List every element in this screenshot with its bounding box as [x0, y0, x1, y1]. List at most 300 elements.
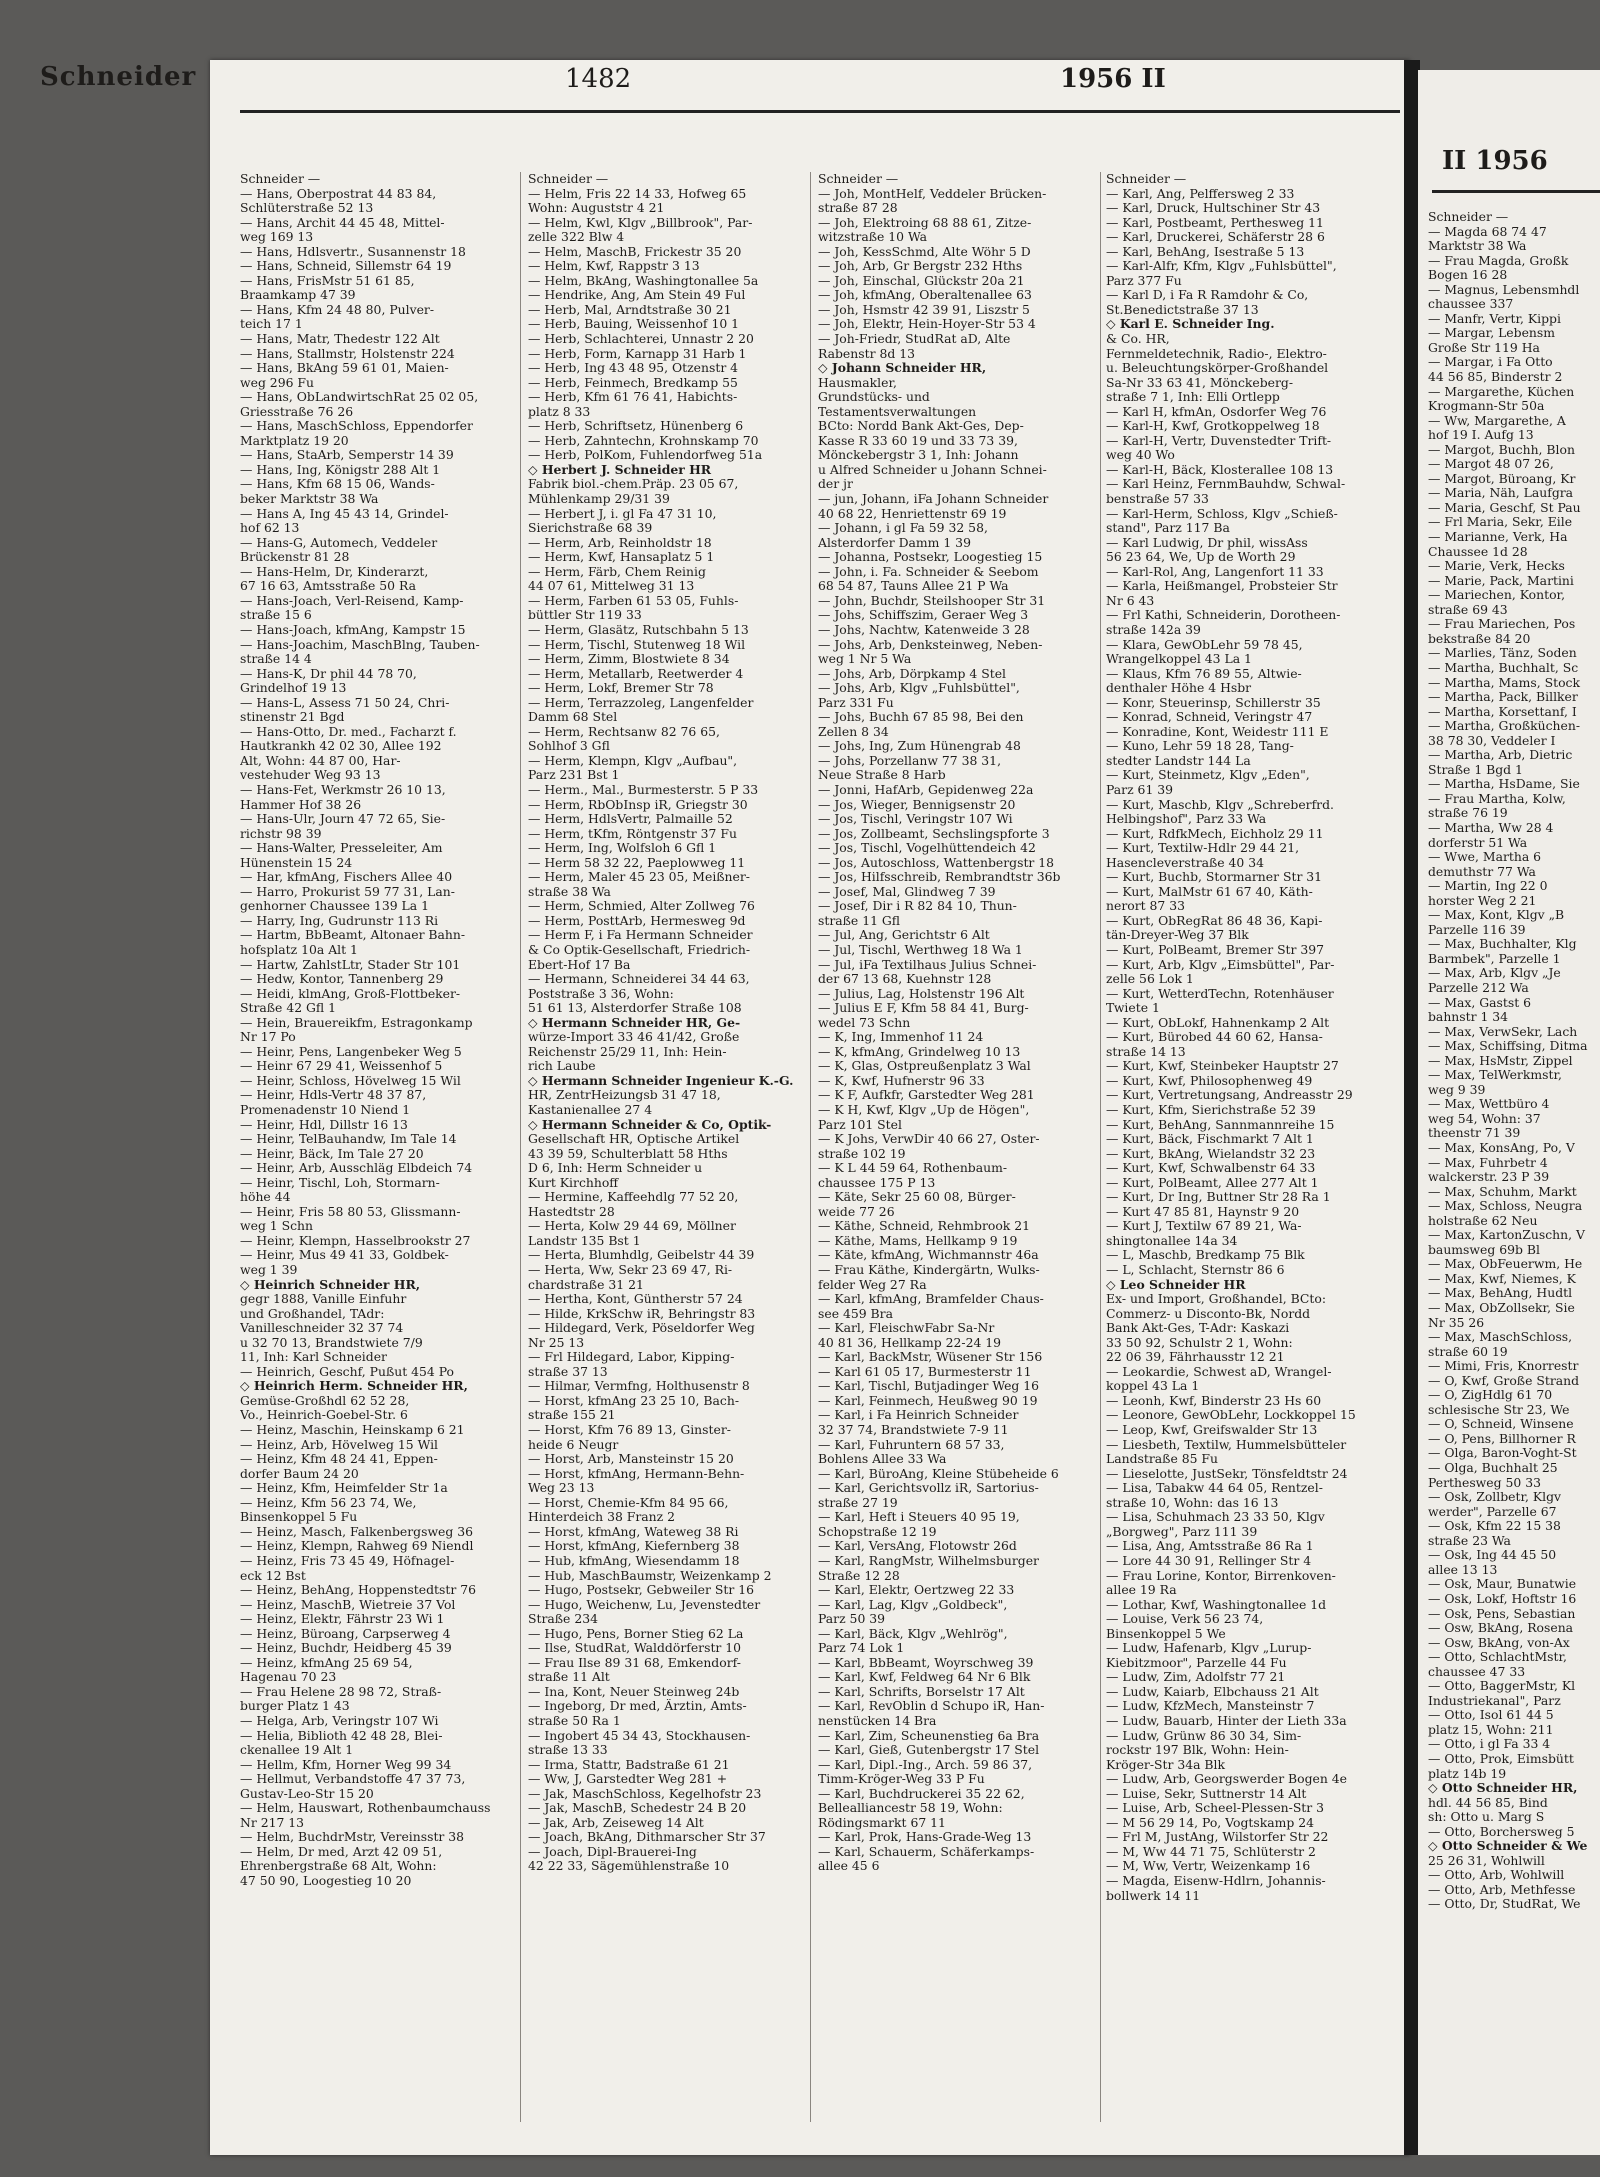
directory-entry-line: 42 22 33, Sägemühlenstraße 10: [528, 1859, 730, 1874]
directory-entry-line: — Herm, Maler 45 23 05, Meißner-: [528, 870, 750, 885]
directory-entry-line: straße 14 4: [240, 652, 312, 667]
directory-entry-line: — Johs, Nachtw, Katenweide 3 28: [818, 622, 1030, 637]
directory-entry-line: — Jos, Autoschloss, Wattenbergstr 18: [818, 855, 1055, 870]
running-head-name: Schneider: [40, 62, 197, 92]
directory-entry-line: — Max, Schuhm, Markt: [1428, 1184, 1577, 1199]
directory-entry-line: — John, Buchdr, Steilshooper Str 31: [818, 593, 1046, 608]
directory-entry-line: shingtonallee 14a 34: [1106, 1233, 1238, 1248]
directory-entry-line: — Hans, StaArb, Semperstr 14 39: [240, 448, 454, 463]
directory-entry-line: straße 87 28: [818, 201, 898, 216]
directory-entry-line: — Kurt, Bäck, Fischmarkt 7 Alt 1: [1106, 1132, 1314, 1147]
directory-entry-line: Hautkrankh 42 02 30, Allee 192: [240, 739, 442, 754]
directory-entry-line: — Hans, Oberpostrat 44 83 84,: [240, 186, 437, 201]
directory-entry-line: ◇ Karl E. Schneider Ing.: [1106, 317, 1275, 332]
directory-entry-line: Nr 6 43: [1106, 593, 1155, 608]
directory-entry-line: teich 17 1: [240, 317, 303, 332]
directory-entry-line: — Herbert J, i. gl Fa 47 31 10,: [528, 506, 717, 521]
directory-entry-line: — Hans, Archit 44 45 48, Mittel-: [240, 215, 445, 230]
directory-entry-line: Hammer Hof 38 26: [240, 797, 362, 812]
directory-entry-line: — Herm, tKfm, Röntgenstr 37 Fu: [528, 826, 737, 841]
directory-entry-line: — Leop, Kwf, Greifswalder Str 13: [1106, 1423, 1318, 1438]
directory-entry-line: — Karl, Heft i Steuers 40 95 19,: [818, 1510, 1020, 1525]
directory-entry-line: — Herb, Schriftsetz, Hünenberg 6: [528, 419, 744, 434]
directory-entry-line: — Kurt, Arb, Klgv „Eimsbüttel", Par-: [1106, 957, 1335, 972]
directory-entry-line: — Max, TelWerkmstr,: [1428, 1068, 1562, 1083]
directory-entry-line: ◇ Hermann Schneider HR, Ge-: [528, 1015, 741, 1030]
entry-column-2: [528, 172, 808, 2132]
directory-entry-line: — Herb, Form, Karnapp 31 Harb 1: [528, 346, 747, 361]
directory-entry-line: Schneider —: [1428, 210, 1509, 224]
directory-entry-line: Straße 1 Bgd 1: [1428, 762, 1523, 777]
directory-entry-line: — Heinr, Mus 49 41 33, Goldbek-: [240, 1248, 449, 1263]
directory-entry-line: — Marianne, Verk, Ha: [1428, 530, 1568, 545]
directory-entry-line: — Martha, Großküchen-: [1428, 719, 1581, 734]
directory-entry-line: Kastanienallee 27 4: [528, 1103, 653, 1117]
directory-entry-line: — Joh, kfmAng, Oberaltenallee 63: [818, 288, 1032, 303]
directory-entry-line: — Hans-Joach, Verl-Reisend, Kamp-: [240, 593, 464, 608]
directory-entry-line: ckenallee 19 Alt 1: [240, 1743, 354, 1758]
directory-entry-line: — K, Glas, Ostpreußenplatz 3 Wal: [818, 1059, 1031, 1074]
directory-entry-line: — Hans, Kfm 68 15 06, Wands-: [240, 477, 435, 492]
directory-entry-line: — Ludw, Kaiarb, Elbchauss 21 Alt: [1106, 1684, 1319, 1699]
directory-entry-line: — K Johs, VerwDir 40 66 27, Oster-: [818, 1132, 1040, 1147]
directory-entry-line: — Max, Wettbüro 4: [1428, 1097, 1550, 1112]
directory-entry-line: — Karl, FleischwFabr Sa-Nr: [818, 1321, 995, 1336]
directory-entry-line: Sohlhof 3 Gfl: [528, 739, 610, 754]
directory-entry-line: — Hartw, ZahlstLtr, Stader Str 101: [240, 957, 461, 972]
directory-entry-line: und Großhandel, TAdr:: [240, 1306, 385, 1321]
directory-entry-line: Vo., Heinrich-Goebel-Str. 6: [240, 1408, 408, 1423]
directory-entry-line: — Ludw, Bauarb, Hinter der Lieth 33a: [1106, 1713, 1347, 1728]
directory-entry-line: — Martha, Korsettanf, I: [1428, 704, 1577, 719]
directory-entry-line: 11, Inh: Karl Schneider: [240, 1350, 387, 1365]
directory-entry-line: — Martha, HsDame, Sie: [1428, 777, 1580, 792]
directory-entry-line: — Karla, Heißmangel, Probsteier Str: [1106, 579, 1338, 594]
directory-entry-line: — Jak, MaschB, Schedestr 24 B 20: [528, 1801, 747, 1816]
directory-entry-line: — Horst, Chemie-Kfm 84 95 66,: [528, 1495, 729, 1510]
directory-entry-line: — Ingobert 45 34 43, Stockhausen-: [528, 1728, 751, 1743]
directory-entry-line: — Karl, i Fa Heinrich Schneider: [818, 1408, 1019, 1423]
directory-entry-line: Perthesweg 50 33: [1428, 1475, 1541, 1490]
directory-entry-line: — Herm F, i Fa Hermann Schneider: [528, 928, 753, 943]
directory-entry-line: Binsenkoppel 5 Fu: [240, 1510, 358, 1525]
directory-entry-line: — Heinz, Fris 73 45 49, Höfnagel-: [240, 1553, 455, 1568]
directory-entry-line: platz 15, Wohn: 211: [1428, 1722, 1554, 1737]
directory-entry-line: bekstraße 84 20: [1428, 631, 1531, 646]
directory-entry-line: witzstraße 10 Wa: [818, 230, 928, 245]
directory-entry-line: Straße 234: [528, 1612, 598, 1627]
directory-entry-line: — Hans-Helm, Dr, Kinderarzt,: [240, 564, 429, 579]
directory-entry-line: — Karl, Schauerm, Schäferkamps-: [818, 1844, 1035, 1859]
directory-entry-line: straße 76 19: [1428, 806, 1508, 821]
directory-entry-line: — Karl-H, Kwf, Grotkoppelweg 18: [1106, 419, 1320, 434]
directory-entry-line: Hasencleverstraße 40 34: [1106, 855, 1265, 870]
directory-entry-line: HR, ZentrHeizungsb 31 47 18,: [528, 1088, 721, 1103]
directory-entry-line: straße 11 Gfl: [818, 913, 901, 928]
directory-entry-line: schlesische Str 23, We: [1428, 1402, 1570, 1417]
directory-entry-line: vestehuder Weg 93 13: [240, 768, 381, 783]
directory-entry-line: Hastedtstr 28: [528, 1204, 615, 1219]
directory-entry-line: — Herm, HdlsVertr, Palmaille 52: [528, 812, 733, 827]
directory-entry-line: — Karl, Lag, Klgv „Goldbeck",: [818, 1597, 1008, 1612]
directory-entry-line: allee 13 13: [1428, 1562, 1498, 1577]
directory-entry-line: — Joh, Hsmstr 42 39 91, Liszstr 5: [818, 302, 1030, 317]
directory-entry-line: — Otto, SchlachtMstr,: [1428, 1650, 1567, 1665]
directory-entry-line: weide 77 26: [818, 1204, 895, 1219]
directory-entry-line: Kurt Kirchhoff: [528, 1175, 619, 1190]
directory-entry-line: 33 50 92, Schulstr 2 1, Wohn:: [1106, 1335, 1293, 1350]
directory-entry-line: — Hans, Ing, Königstr 288 Alt 1: [240, 462, 441, 477]
directory-entry-line: Ehrenbergstraße 68 Alt, Wohn:: [240, 1859, 437, 1874]
directory-entry-line: demuthstr 77 Wa: [1428, 864, 1536, 879]
directory-entry-line: Helbingshof", Parz 33 Wa: [1106, 812, 1267, 827]
directory-entry-line: Weg 23 13: [528, 1481, 595, 1496]
directory-entry-line: — Lieselotte, JustSekr, Tönsfeldtstr 24: [1106, 1466, 1348, 1481]
directory-entry-line: Ebert-Hof 17 Ba: [528, 957, 631, 972]
directory-entry-line: — Ludw, Hafenarb, Klgv „Lurup-: [1106, 1641, 1312, 1656]
directory-entry-line: ◇ Hermann Schneider Ingenieur K.-G.: [528, 1073, 794, 1088]
directory-entry-line: — Max, MaschSchloss,: [1428, 1330, 1573, 1345]
directory-entry-line: — Otto, Arb, Methfesse: [1428, 1882, 1576, 1897]
directory-entry-line: hof 19 I. Aufg 13: [1428, 428, 1534, 443]
directory-entry-line: zelle 56 Lok 1: [1106, 972, 1194, 987]
directory-entry-line: — Herm., Mal., Burmesterstr. 5 P 33: [528, 782, 759, 797]
directory-entry-line: Gemüse-Großhdl 62 52 28,: [240, 1393, 410, 1408]
directory-entry-line: — Joh, KessSchmd, Alte Wöhr 5 D: [818, 244, 1031, 259]
directory-entry-line: — Herm, RbObInsp iR, Griegstr 30: [528, 797, 748, 812]
directory-entry-line: — Hendrike, Ang, Am Stein 49 Ful: [528, 288, 746, 303]
directory-entry-line: Testamentsverwaltungen: [818, 404, 977, 419]
directory-entry-line: chaussee 337: [1428, 297, 1514, 312]
directory-entry-line: — Harro, Prokurist 59 77 31, Lan-: [240, 884, 455, 899]
directory-entry-line: Schneider —: [240, 172, 321, 186]
directory-entry-line: — Johann, i gl Fa 59 32 58,: [818, 521, 988, 536]
directory-entry-line: — Kurt, Kfm, Sierichstraße 52 39: [1106, 1103, 1316, 1117]
directory-entry-line: sh: Otto u. Marg S: [1428, 1810, 1545, 1825]
directory-entry-line: — Ludw, KfzMech, Mansteinstr 7: [1106, 1699, 1315, 1714]
directory-entry-line: — Herm, Metallarb, Reetwerder 4: [528, 666, 744, 681]
directory-entry-line: Neue Straße 8 Harb: [818, 768, 946, 783]
directory-entry-line: — Karl, Feinmech, Heußweg 90 19: [818, 1393, 1038, 1408]
directory-entry-line: — Hans-Otto, Dr. med., Facharzt f.: [240, 724, 457, 739]
directory-entry-line: — Marie, Verk, Hecks: [1428, 559, 1565, 574]
directory-entry-line: Nr 217 13: [240, 1815, 305, 1830]
directory-entry-line: — Kurt, MalMstr 61 67 40, Käth-: [1106, 884, 1313, 899]
directory-entry-line: Alsterdorfer Damm 1 39: [818, 535, 971, 550]
directory-entry-line: — Frl Hildegard, Labor, Kipping-: [528, 1350, 735, 1365]
directory-entry-line: ◇ Johann Schneider HR,: [818, 361, 987, 376]
directory-entry-line: — Hans, Hdlsvertr., Susannenstr 18: [240, 244, 466, 259]
directory-entry-line: platz 8 33: [528, 404, 591, 419]
directory-entry-line: — Konradine, Kont, Weidestr 111 E: [1106, 724, 1329, 739]
directory-entry-line: Bogen 16 28: [1428, 268, 1508, 283]
directory-entry-line: — Herm, Kwf, Hansaplatz 5 1: [528, 550, 715, 565]
directory-entry-line: Damm 68 Stel: [528, 710, 618, 725]
directory-entry-line: — Olga, Baron-Voght-St: [1428, 1446, 1577, 1461]
directory-entry-line: — Kurt, WetterdTechn, Rotenhäuser: [1106, 986, 1334, 1001]
directory-entry-line: burger Platz 1 43: [240, 1699, 350, 1714]
directory-entry-line: ◇ Herbert J. Schneider HR: [528, 462, 712, 477]
directory-entry-line: — O, Pens, Billhorner R: [1428, 1431, 1576, 1446]
directory-entry-line: — Herta, Blumhdlg, Geibelstr 44 39: [528, 1248, 755, 1263]
directory-entry-line: — O, Kwf, Große Strand: [1428, 1373, 1580, 1388]
directory-entry-line: — Maria, Geschf, St Pau: [1428, 500, 1581, 515]
directory-entry-line: — Louise, Verk 56 23 74,: [1106, 1612, 1264, 1627]
directory-entry-line: — Johanna, Postsekr, Loogestieg 15: [818, 550, 1043, 565]
directory-entry-line: — Heinz, Kfm 48 24 41, Eppen-: [240, 1452, 438, 1467]
directory-entry-line: — Helm, Kwf, Rappstr 3 13: [528, 259, 700, 274]
directory-entry-line: — K F, Aufkfr, Garstedter Weg 281: [818, 1088, 1035, 1103]
directory-entry-line: tän-Dreyer-Weg 37 Blk: [1106, 928, 1249, 943]
directory-entry-line: stedter Landstr 144 La: [1106, 753, 1251, 768]
directory-entry-line: — Wwe, Martha 6: [1428, 850, 1542, 865]
directory-entry-line: — Josef, Dir i R 82 84 10, Thun-: [818, 899, 1017, 914]
directory-entry-line: — Kurt, RdfkMech, Eichholz 29 11: [1106, 826, 1324, 841]
directory-entry-line: Kiebitzmoor", Parzelle 44 Fu: [1106, 1655, 1287, 1670]
directory-entry-line: stand", Parz 117 Ba: [1106, 521, 1230, 536]
directory-entry-line: — John, i. Fa. Schneider & Seebom: [818, 564, 1039, 579]
directory-entry-line: weg 1 Nr 5 Wa: [818, 652, 912, 667]
directory-entry-line: — Helm, Fris 22 14 33, Hofweg 65: [528, 186, 747, 201]
directory-entry-line: — Helm, Hauswart, Rothenbaumchauss: [240, 1801, 491, 1816]
directory-entry-line: — M 56 29 14, Po, Vogtskamp 24: [1106, 1815, 1315, 1830]
directory-entry-line: straße 13 33: [528, 1743, 608, 1758]
directory-entry-line: — Heinr 67 29 41, Weissenhof 5: [240, 1059, 443, 1074]
directory-entry-line: benstraße 57 33: [1106, 492, 1209, 507]
directory-entry-line: — Max, Fuhrbetr 4: [1428, 1155, 1548, 1170]
directory-entry-line: — Helga, Arb, Veringstr 107 Wi: [240, 1713, 439, 1728]
directory-entry-line: Hausmakler,: [818, 375, 897, 390]
directory-entry-line: Industriekanal", Parz: [1428, 1693, 1561, 1708]
directory-entry-line: — Max, ObZollsekr, Sie: [1428, 1301, 1575, 1316]
directory-entry-line: Kasse R 33 60 19 und 33 73 39,: [818, 433, 1018, 448]
directory-entry-line: — Herm, Zimm, Blostwiete 8 34: [528, 652, 730, 667]
directory-entry-line: Reichenstr 25/29 11, Inh: Hein-: [528, 1044, 727, 1059]
directory-entry-line: Chaussee 1d 28: [1428, 544, 1528, 559]
directory-entry-line: — Heinz, Kfm 56 23 74, We,: [240, 1495, 417, 1510]
directory-entry-line: theenstr 71 39: [1428, 1126, 1521, 1141]
directory-entry-line: — Hans, Schneid, Sillemstr 64 19: [240, 259, 452, 274]
directory-entry-line: — Karl, Schrifts, Borselstr 17 Alt: [818, 1684, 1025, 1699]
directory-entry-line: — Kurt, Vertretungsang, Andreasstr 29: [1106, 1088, 1353, 1103]
directory-entry-line: Fabrik biol.-chem.Präp. 23 05 67,: [528, 477, 739, 492]
directory-entry-line: — Kurt, Buchb, Stormarner Str 31: [1106, 870, 1323, 885]
directory-entry-line: — Kurt 47 85 81, Haynstr 9 20: [1106, 1204, 1300, 1219]
directory-entry-line: — Karl-H, Bäck, Klosterallee 108 13: [1106, 462, 1334, 477]
directory-entry-line: — Otto, Prok, Eimsbütt: [1428, 1751, 1574, 1766]
directory-entry-line: 44 56 85, Binderstr 2: [1428, 370, 1563, 385]
directory-entry-line: — Hans, FrisMstr 51 61 85,: [240, 273, 415, 288]
directory-entry-line: straße 10, Wohn: das 16 13: [1106, 1495, 1279, 1510]
directory-entry-line: Brückenstr 81 28: [240, 550, 350, 565]
directory-entry-line: — Margot, Buchh, Blon: [1428, 442, 1575, 457]
directory-entry-line: Ex- und Import, Großhandel, BCto:: [1106, 1292, 1327, 1307]
directory-entry-line: — Hans-G, Automech, Veddeler: [240, 535, 438, 550]
directory-entry-line: — Margarethe, Küchen: [1428, 384, 1575, 399]
page-number: 1482: [565, 64, 632, 94]
directory-entry-line: — Kurt, Textilw-Hdlr 29 44 21,: [1106, 841, 1300, 856]
directory-entry-line: — Leonh, Kwf, Binderstr 23 Hs 60: [1106, 1393, 1322, 1408]
directory-entry-line: — Heinz, Büroang, Carpserweg 4: [240, 1626, 451, 1641]
directory-entry-line: Landstraße 85 Fu: [1106, 1452, 1219, 1467]
directory-entry-line: — Johs, Arb, Denksteinweg, Neben-: [818, 637, 1043, 652]
directory-entry-line: — Osk, Kfm 22 15 38: [1428, 1519, 1561, 1534]
directory-entry-line: 43 39 59, Schulterblatt 58 Hths: [528, 1146, 728, 1161]
directory-entry-line: chaussee 47 33: [1428, 1664, 1526, 1679]
directory-entry-line: platz 14b 19: [1428, 1766, 1507, 1781]
directory-entry-line: Schneider —: [1106, 172, 1187, 186]
directory-entry-line: — Helm, MaschB, Frickestr 35 20: [528, 244, 742, 259]
directory-entry-line: bahnstr 1 34: [1428, 1010, 1509, 1025]
directory-entry-line: — Lisa, Schuhmach 23 33 50, Klgv: [1106, 1510, 1325, 1525]
directory-entry-line: — Heinz, Buchdr, Heidberg 45 39: [240, 1641, 452, 1656]
directory-entry-line: — Joach, Dipl-Brauerei-Ing: [528, 1844, 697, 1859]
directory-entry-line: Parz 50 39: [818, 1612, 886, 1627]
directory-entry-line: Parz 231 Bst 1: [528, 768, 620, 783]
directory-entry-line: — Max, Gastst 6: [1428, 995, 1532, 1010]
directory-entry-line: — Frl M, JustAng, Wilstorfer Str 22: [1106, 1830, 1329, 1845]
directory-entry-line: — Heinr, TelBauhandw, Im Tale 14: [240, 1132, 457, 1147]
facing-entry-column: [1428, 210, 1600, 2155]
directory-entry-line: — Jak, Arb, Zeiseweg 14 Alt: [528, 1815, 704, 1830]
directory-entry-line: — Johs, Porzellanw 77 38 31,: [818, 753, 1002, 768]
directory-entry-line: — K, kfmAng, Grindelweg 10 13: [818, 1044, 1021, 1059]
directory-entry-line: — Ww, J, Garstedter Weg 281 +: [528, 1772, 728, 1787]
year-volume: 1956 II: [1060, 64, 1166, 94]
directory-entry-line: — Kuno, Lehr 59 18 28, Tang-: [1106, 739, 1294, 754]
directory-entry-line: — Julius E F, Kfm 58 84 41, Burg-: [818, 1001, 1029, 1016]
directory-entry-line: Parzelle 116 39: [1428, 922, 1526, 937]
directory-entry-line: — Herm, Farben 61 53 05, Fuhls-: [528, 593, 739, 608]
directory-entry-line: ◇ Otto Schneider & We: [1428, 1839, 1588, 1854]
directory-entry-line: St.Benedictstraße 37 13: [1106, 302, 1259, 317]
directory-entry-line: BCto: Nordd Bank Akt-Ges, Dep-: [818, 419, 1024, 434]
directory-entry-line: — Konr, Steuerinsp, Schillerstr 35: [1106, 695, 1321, 710]
directory-entry-line: dorferstr 51 Wa: [1428, 835, 1528, 850]
directory-entry-line: 68 54 87, Tauns Allee 21 P Wa: [818, 579, 1009, 594]
directory-entry-line: — Helm, BuchdrMstr, Vereinsstr 38: [240, 1830, 465, 1845]
entry-column-4: [1106, 172, 1386, 2132]
directory-entry-line: allee 45 6: [818, 1859, 880, 1874]
directory-entry-line: — Liesbeth, Textilw, Hummelsbütteler: [1106, 1437, 1347, 1452]
directory-entry-line: 51 61 13, Alsterdorfer Straße 108: [528, 1001, 742, 1016]
directory-entry-line: Bank Akt-Ges, T-Adr: Kaskazi: [1106, 1321, 1290, 1336]
directory-entry-line: — Karl, Druckerei, Schäferstr 28 6: [1106, 230, 1325, 245]
directory-entry-line: — Herm, Färb, Chem Reinig: [528, 564, 706, 579]
directory-entry-line: — Hans, MaschSchloss, Eppendorfer: [240, 419, 473, 434]
directory-entry-line: Grundstücks- und: [818, 390, 930, 405]
directory-entry-line: Marktstr 38 Wa: [1428, 239, 1527, 254]
directory-entry-line: — Hans, Matr, Thedestr 122 Alt: [240, 332, 440, 347]
directory-entry-line: — Karl, kfmAng, Bramfelder Chaus-: [818, 1292, 1044, 1307]
directory-entry-line: straße 69 43: [1428, 602, 1508, 617]
directory-entry-line: Parz 61 39: [1106, 782, 1174, 797]
directory-entry-line: Griesstraße 76 26: [240, 404, 354, 419]
directory-entry-line: ◇ Hermann Schneider & Co, Optik-: [528, 1117, 772, 1132]
directory-entry-line: — Heinr, Bäck, Im Tale 27 20: [240, 1146, 424, 1161]
directory-entry-line: — Joh, MontHelf, Veddeler Brücken-: [818, 186, 1047, 201]
directory-entry-line: — Luise, Sekr, Suttnerstr 14 Alt: [1106, 1786, 1307, 1801]
directory-entry-line: 38 78 30, Veddeler I: [1428, 733, 1556, 748]
directory-entry-line: — Kurt J, Textilw 67 89 21, Wa-: [1106, 1219, 1302, 1234]
directory-entry-line: — Heinz, Klempn, Rahweg 69 Niendl: [240, 1539, 474, 1554]
directory-entry-line: Alt, Wohn: 44 87 00, Har-: [240, 753, 401, 768]
directory-entry-line: — Hein, Brauereikfm, Estragonkamp: [240, 1015, 473, 1030]
directory-entry-line: — Lore 44 30 91, Rellinger Str 4: [1106, 1553, 1312, 1568]
directory-entry-line: — Klara, GewObLehr 59 78 45,: [1106, 637, 1303, 652]
directory-entry-line: — Margar, Lebensm: [1428, 326, 1555, 341]
directory-entry-line: — Hans, Kfm 24 48 80, Pulver-: [240, 302, 435, 317]
directory-entry-line: — Frau Martha, Kolw,: [1428, 791, 1566, 806]
directory-entry-line: — Herm, Arb, Reinholdstr 18: [528, 535, 712, 550]
directory-entry-line: — Helm, BkAng, Washingtonallee 5a: [528, 273, 759, 288]
directory-entry-line: — Osk, Maur, Bunatwie: [1428, 1577, 1577, 1592]
directory-entry-line: — Kurt, Maschb, Klgv „Schreberfrd.: [1106, 797, 1334, 812]
directory-entry-line: Parz 101 Stel: [818, 1117, 902, 1132]
directory-entry-line: 25 26 31, Wohlwill: [1428, 1853, 1545, 1868]
directory-entry-line: — Ilse, StudRat, Walddörferstr 10: [528, 1641, 742, 1656]
directory-entry-line: Sierichstraße 68 39: [528, 521, 653, 536]
directory-entry-line: — Herta, Ww, Sekr 23 69 47, Ri-: [528, 1263, 733, 1278]
directory-entry-line: — Hermann, Schneiderei 34 44 63,: [528, 972, 750, 987]
directory-entry-line: werder", Parzelle 67: [1428, 1504, 1557, 1519]
directory-entry-line: — Ingeborg, Dr med, Ärztin, Amts-: [528, 1699, 747, 1714]
directory-entry-line: — Hans-Joachim, MaschBlng, Tauben-: [240, 637, 480, 652]
directory-entry-line: 40 68 22, Henriettenstr 69 19: [818, 506, 1007, 521]
directory-entry-line: — Klaus, Kfm 76 89 55, Altwie-: [1106, 666, 1302, 681]
directory-entry-line: Schlüterstraße 52 13: [240, 201, 374, 216]
directory-entry-line: — Max, ObFeuerwm, He: [1428, 1257, 1583, 1272]
directory-entry-line: — Herm, Lokf, Bremer Str 78: [528, 681, 714, 696]
directory-entry-line: — Jos, Wieger, Bennigsenstr 20: [818, 797, 1016, 812]
directory-entry-line: — Johs, Arb, Klgv „Fuhlsbüttel",: [818, 681, 1020, 696]
directory-entry-line: — Otto, i gl Fa 33 4: [1428, 1737, 1551, 1752]
directory-entry-line: — Hartm, BbBeamt, Altonaer Bahn-: [240, 928, 466, 943]
directory-entry-line: — Harry, Ing, Gudrunstr 113 Ri: [240, 913, 439, 928]
directory-entry-line: — Karl, BbBeamt, Woyrschweg 39: [818, 1655, 1034, 1670]
directory-entry-line: — Heinz, Maschin, Heinskamp 6 21: [240, 1423, 465, 1438]
directory-entry-line: — Hans, ObLandwirtschRat 25 02 05,: [240, 390, 479, 405]
directory-entry-line: — Hub, MaschBaumstr, Weizenkamp 2: [528, 1568, 772, 1583]
directory-entry-line: — Ludw, Arb, Georgswerder Bogen 4e: [1106, 1772, 1348, 1787]
directory-entry-line: — Horst, kfmAng, Kiefernberg 38: [528, 1539, 740, 1554]
directory-entry-line: — M, Ww 44 71 75, Schlüterstr 2: [1106, 1844, 1316, 1859]
directory-entry-line: — Joh-Friedr, StudRat aD, Alte: [818, 332, 1011, 347]
directory-entry-line: — Irma, Stattr, Badstraße 61 21: [528, 1757, 730, 1772]
directory-entry-line: Große Str 119 Ha: [1428, 340, 1540, 355]
directory-entry-line: — Käthe, Schneid, Rehmbrook 21: [818, 1219, 1031, 1234]
entry-column-1: [240, 172, 520, 2132]
directory-entry-line: — Martha, Buchhalt, Sc: [1428, 660, 1579, 675]
directory-entry-line: Timm-Kröger-Weg 33 P Fu: [818, 1772, 985, 1787]
directory-entry-line: hdl. 44 56 85, Bind: [1428, 1795, 1548, 1810]
directory-entry-line: — Herm, PosttArb, Hermesweg 9d: [528, 913, 746, 928]
directory-entry-line: 22 06 39, Fährhausstr 12 21: [1106, 1350, 1285, 1365]
directory-entry-line: allee 19 Ra: [1106, 1583, 1177, 1598]
directory-entry-line: Zellen 8 34: [818, 724, 889, 739]
directory-entry-line: — Johs, Schiffszim, Geraer Weg 3: [818, 608, 1029, 623]
directory-entry-line: — Karl-Rol, Ang, Langenfort 11 33: [1106, 564, 1324, 579]
directory-entry-line: — Mimi, Fris, Knorrestr: [1428, 1359, 1579, 1374]
directory-entry-line: — Osk, Zollbetr, Klgv: [1428, 1490, 1562, 1505]
directory-entry-line: — Herb, Mal, Arndtstraße 30 21: [528, 302, 732, 317]
directory-entry-line: ◇ Otto Schneider HR,: [1428, 1781, 1578, 1796]
directory-entry-line: „Borgweg", Parz 111 39: [1106, 1524, 1258, 1539]
directory-entry-line: — Herm, Tischl, Stutenweg 18 Wil: [528, 637, 746, 652]
directory-entry-line: Parz 377 Fu: [1106, 273, 1182, 288]
directory-entry-line: — O, ZigHdlg 61 70: [1428, 1388, 1553, 1403]
facing-page-header: II 1956: [1442, 146, 1548, 176]
